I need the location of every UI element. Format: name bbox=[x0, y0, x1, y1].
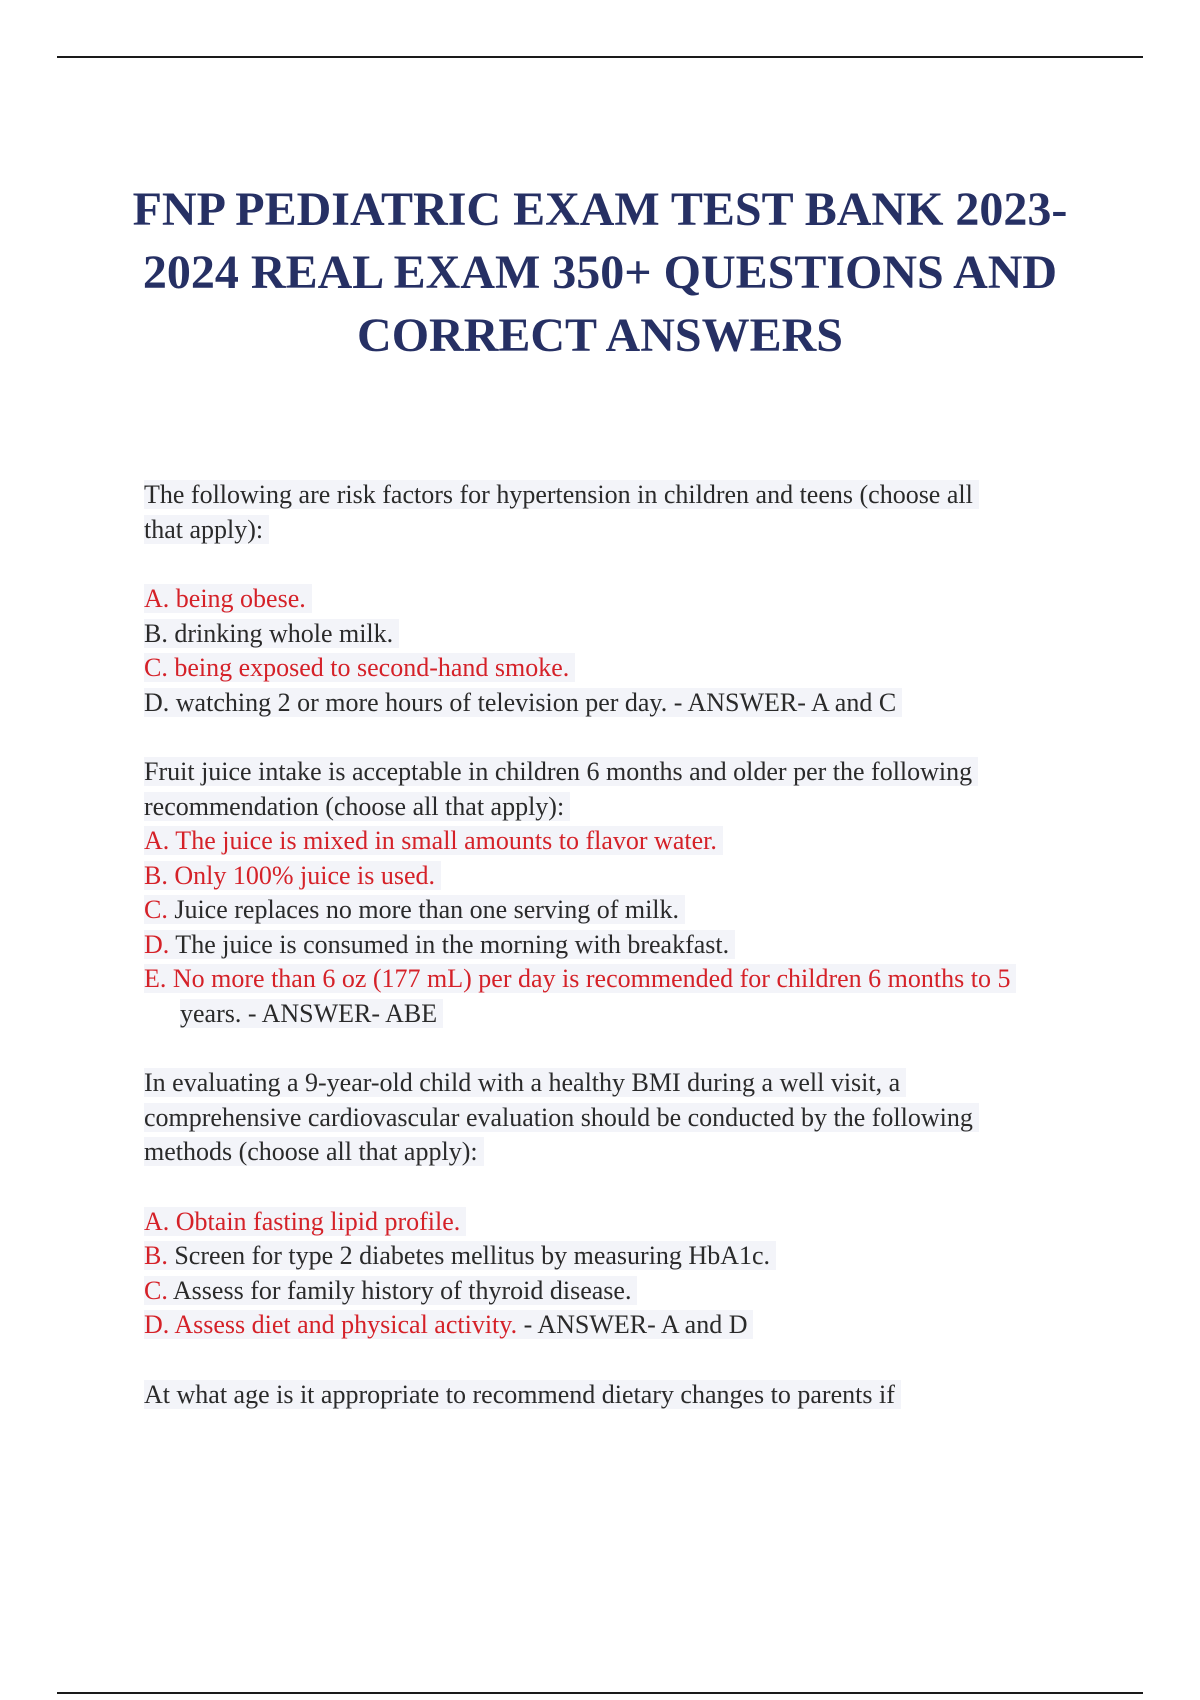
question-3 bbox=[144, 1066, 1094, 1343]
title-line-1: FNP PEDIATRIC EXAM TEST BANK 2023- bbox=[132, 183, 1068, 236]
q3-option-c-letter: C. bbox=[144, 1275, 168, 1305]
q4-stem-line-1: At what age is it appropriate to recommend dietary changes to parents if bbox=[144, 1380, 901, 1409]
title-line-3: CORRECT ANSWERS bbox=[357, 309, 843, 362]
q2-option-b: B. Only 100% juice is used. bbox=[144, 861, 441, 890]
q2-option-e-continued: years. - ANSWER- ABE bbox=[180, 999, 443, 1028]
question-1 bbox=[144, 478, 1094, 720]
q2-option-a: A. The juice is mixed in small amounts to flavor water. bbox=[144, 826, 723, 855]
q3-option-b-text: Screen for type 2 diabetes mellitus by measuring HbA1c. bbox=[167, 1241, 771, 1270]
question-4 bbox=[144, 1378, 1094, 1413]
q3-stem-line-1: In evaluating a 9-year-old child with a healthy BMI during a well visit, a bbox=[144, 1068, 906, 1097]
q2-stem-line-1: Fruit juice intake is acceptable in children 6 months and older per the following bbox=[144, 757, 978, 786]
q1-option-d: D. watching 2 or more hours of television per day. - ANSWER- A and C bbox=[144, 688, 902, 717]
q1-stem-line-2: that apply): bbox=[144, 515, 269, 544]
q1-stem-line-1: The following are risk factors for hypertension in children and teens (choose all bbox=[144, 480, 979, 509]
q3-answer: - ANSWER- A and D bbox=[517, 1310, 748, 1339]
q3-option-c-text: Assess for family history of thyroid disease. bbox=[167, 1275, 632, 1305]
q2-option-e: E. No more than 6 oz (177 mL) per day is recommended for children 6 months to 5 bbox=[144, 964, 1016, 993]
q3-stem-line-2: comprehensive cardiovascular evaluation should be conducted by the following bbox=[144, 1103, 979, 1132]
q3-option-b-letter: B. bbox=[144, 1241, 168, 1270]
top-rule bbox=[57, 56, 1143, 58]
question-list bbox=[144, 478, 1094, 1412]
q1-option-c: C. being exposed to second-hand smoke. bbox=[144, 653, 575, 682]
q2-option-d-letter: D. bbox=[144, 929, 170, 959]
q3-stem-line-3: methods (choose all that apply): bbox=[144, 1137, 484, 1166]
q3-option-d: D. Assess diet and physical activity. bbox=[144, 1310, 518, 1339]
q1-option-a: A. being obese. bbox=[144, 584, 312, 613]
q3-option-a: A. Obtain fasting lipid profile. bbox=[144, 1207, 466, 1236]
q2-option-d-text: The juice is consumed in the morning with breakfast. bbox=[169, 929, 730, 959]
q1-option-b: B. drinking whole milk. bbox=[144, 619, 399, 648]
bottom-rule bbox=[57, 1692, 1143, 1694]
question-2 bbox=[144, 755, 1094, 1031]
page-title bbox=[100, 178, 1100, 367]
q2-option-c-letter: C. bbox=[144, 895, 168, 924]
title-line-2: 2024 REAL EXAM 350+ QUESTIONS AND bbox=[142, 246, 1058, 299]
q2-option-c-text: Juice replaces no more than one serving of milk. bbox=[167, 895, 680, 924]
q2-stem-line-2: recommendation (choose all that apply): bbox=[144, 792, 570, 821]
